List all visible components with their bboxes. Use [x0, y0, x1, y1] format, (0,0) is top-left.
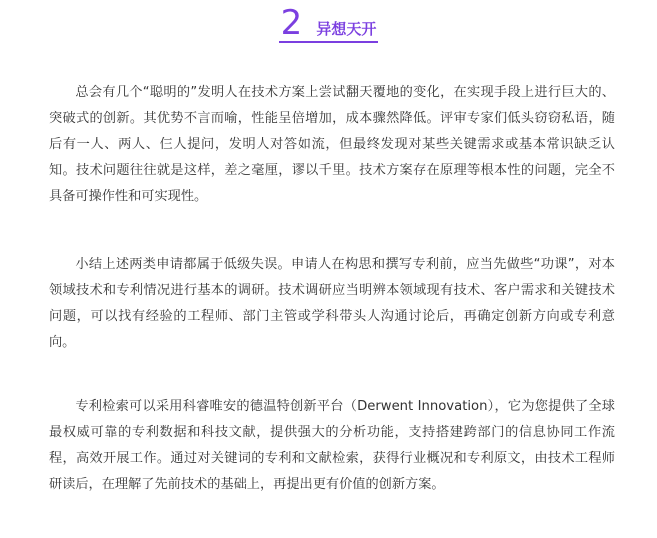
section-title: 异想天开: [316, 20, 377, 38]
paragraph-innovation-pitfall: 总会有几个“聪明的”发明人在技术方案上尝试翻天覆地的变化，在实现手段上进行巨大的、突破式的创新。其优势不言而喻，性能呈倍增加，成本骤然降低。评审专家们低头窃窃私语，随后有一人、两人、仨人提问，发明人对答如流，但最终发现对某些关键需求或基本常识缺乏认知。技术问题往往就是这样，差之毫厘，谬以千里。技术方案存在原理等根本性的问题，完全不具备可操作性和可实现性。: [49, 85, 615, 204]
paragraph-summary: 小结上述两类申请都属于低级失误。申请人在构思和撰写专利前，应当先做些“功课”，对本领域技术和专利情况进行基本的调研。技术调研应当明辨本领域现有技术、客户需求和关键技术问题，可以找有经验的工程师、部门主管或学科带头人沟通讨论后，再确定创新方向或专利意向。: [49, 257, 615, 350]
section-number: 2: [280, 3, 303, 43]
heading-underline-group: [279, 3, 379, 43]
section-heading: [0, 3, 657, 43]
paragraph-patent-search: 专利检索可以采用科睿唯安的德温特创新平台（Derwent Innovation），它为您提供了全球最权威可靠的专利数据和科技文献，提供强大的分析功能，支持搭建跨部门的信息协同工作流程，高效开展工作。通过对关键词的专利和文献检索，获得行业概况和专利原文，由技术工程师研读后，在理解了先前技术的基础上，再提出更有价值的创新方案。: [49, 399, 615, 492]
